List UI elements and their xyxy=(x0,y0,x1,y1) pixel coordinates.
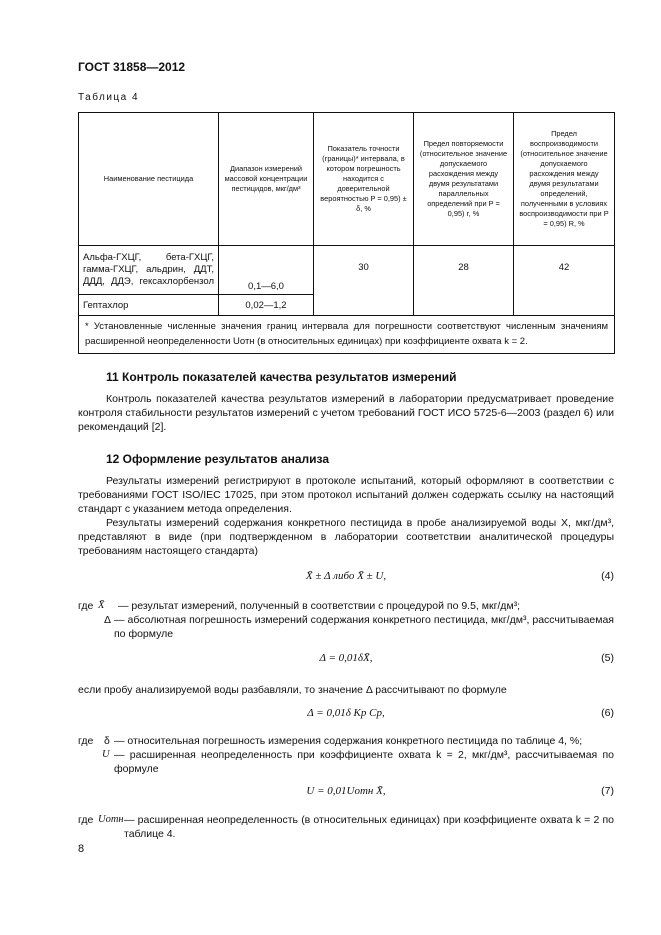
section-11-text: Контроль показателей качества результатов измерений в лаборатории предусматривает проведение контроля стабильности результатов измерений с учетом требований ГОСТ ИСО 5725-6—2003 (раздел 6) или рекомендаций [2]. xyxy=(78,393,614,433)
col-header-reproducibility: Предел воспроизводимости (относительное значение допускаемого расхождения между двумя результатами определений, полученными в условиях воспроизводимости при P = 0,95) R, % xyxy=(514,113,615,246)
table-footnote: * Установленные численные значения границ интервала для погрешности соответствуют численным значениям расширенной неопределенности Uотн (в относительных единицах) при коэффициенте охвата k = 2. xyxy=(79,316,615,354)
equation-6 xyxy=(78,707,614,721)
equation-5-number: (5) xyxy=(601,652,614,664)
section-11-title: 11 Контроль показателей качества результатов измерений xyxy=(106,370,457,384)
table-header-row xyxy=(79,113,615,246)
u-symbol: U xyxy=(102,749,110,760)
section-12-title: 12 Оформление результатов анализа xyxy=(106,452,330,466)
small-delta-definition: — относительная погрешность измерения содержания конкретного пестицида по таблице 4, %; xyxy=(114,735,583,747)
range-value: 0,1—6,0 xyxy=(219,246,314,295)
page-number: 8 xyxy=(78,843,85,855)
repeatability-value: 28 xyxy=(414,246,514,316)
small-delta-symbol: δ xyxy=(104,735,110,747)
u-rel-definition: — расширенная неопределенность (в относительных единицах) при коэффициенте охвата k = 2 по таблице 4. xyxy=(124,814,614,840)
xbar-definition: — результат измерений, полученный в соответствии с процедурой по 9.5, мкг/дм³; xyxy=(118,600,521,612)
dilution-text: если пробу анализируемой воды разбавляли, то значение Δ рассчитывают по формуле xyxy=(78,684,507,696)
equation-7-number: (7) xyxy=(601,785,614,797)
equation-5-formula: Δ = 0,01δX̄, xyxy=(319,652,373,664)
pesticide-name: Гептахлор xyxy=(79,295,219,316)
col-header-accuracy: Показатель точности (границы)* интервала, в котором погрешность находится с доверительной вероятностью P = 0,95) ± δ, % xyxy=(314,113,414,246)
xbar-symbol: X̄ xyxy=(98,600,105,611)
u-definition: — расширенная неопределенность при коэффициенте охвата k = 2, мкг/дм³, рассчитываемая по формуле xyxy=(114,749,614,775)
pesticide-name: Альфа-ГХЦГ, бета-ГХЦГ, гамма-ГХЦГ, альдрин, ДДТ, ДДД, ДДЭ, гексахлорбензол xyxy=(79,246,219,295)
range-value: 0,02—1,2 xyxy=(219,295,314,316)
delta-definition: — абсолютная погрешность измерений содержания конкретного пестицида, мкг/дм³, рассчитываемая по формуле xyxy=(114,614,614,640)
equation-6-number: (6) xyxy=(601,707,614,719)
section-12-paragraph-1: Результаты измерений регистрируют в протоколе испытаний, который оформляют в соответствии с требованиями ГОСТ ISO/IEC 17025, при этом протокол испытаний должен содержать ссылку на настоящий стандарт с указанием метода определения. xyxy=(78,475,614,515)
pesticide-table xyxy=(78,112,615,354)
where-label: где xyxy=(78,600,94,612)
where-label: где xyxy=(78,814,94,826)
col-header-range: Диапазон измерений массовой концентрации пестицидов, мкг/дм³ xyxy=(219,113,314,246)
table-footnote-row xyxy=(79,316,615,354)
equation-7 xyxy=(78,785,614,799)
equation-4-number: (4) xyxy=(601,570,614,582)
delta-symbol: Δ xyxy=(104,614,112,626)
document-header: ГОСТ 31858—2012 xyxy=(78,60,186,74)
col-header-name: Наименование пестицида xyxy=(79,113,219,246)
equation-6-formula: Δ = 0,01δ Kp Cp, xyxy=(307,707,385,719)
accuracy-value: 30 xyxy=(314,246,414,316)
reproducibility-value: 42 xyxy=(514,246,615,316)
section-12-paragraph-2: Результаты измерений содержания конкретного пестицида в пробе анализируемой воды X, мкг/дм³, представляют в виде (при подтвержденном в лаборатории соответствии аналитической процедуры требованиям настоящего стандарта) xyxy=(78,517,614,557)
equation-4 xyxy=(78,570,614,584)
u-rel-symbol: Uотн xyxy=(98,814,124,825)
equation-5 xyxy=(78,652,614,666)
table-caption: Таблица 4 xyxy=(78,92,140,103)
equation-4-formula: X̄ ± Δ либо X̄ ± U, xyxy=(305,570,387,582)
col-header-repeatability: Предел повторяемости (относительное значение допускаемого расхождения между двумя результатами параллельных определений при P = 0,95) r, % xyxy=(414,113,514,246)
equation-7-formula: U = 0,01Uотн X̄, xyxy=(306,785,386,797)
table-row xyxy=(79,246,615,295)
where-label: где xyxy=(78,735,94,747)
